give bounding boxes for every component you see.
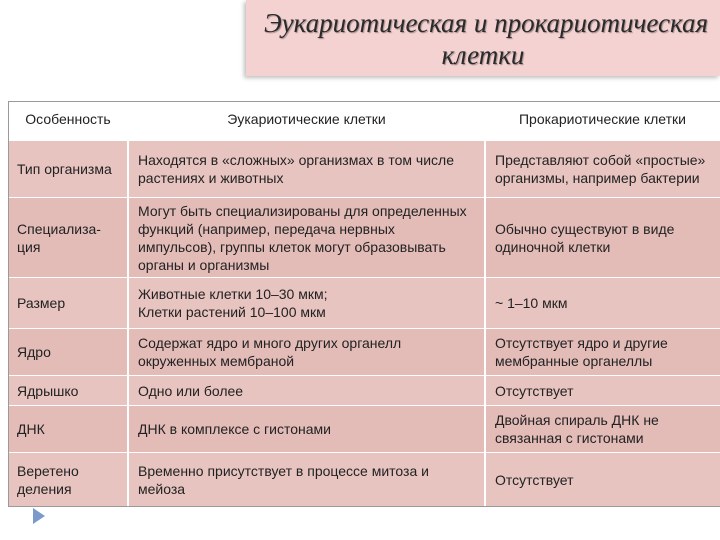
comparison-table	[8, 101, 720, 507]
play-triangle-icon[interactable]	[33, 508, 45, 524]
prokaryotic-cell: Представляют собой «простые» организмы, например бактерии	[485, 141, 720, 198]
feature-cell: Ядро	[8, 329, 128, 376]
column-header-feature: Особенность	[8, 101, 128, 141]
eukaryotic-cell: ДНК в комплексе с гистонами	[128, 406, 485, 453]
feature-cell: Тип организма	[8, 141, 128, 198]
prokaryotic-cell: Двойная спираль ДНК не связанная с гистонами	[485, 406, 720, 453]
eukaryotic-cell: Содержат ядро и много других органелл окруженных мембраной	[128, 329, 485, 376]
eukaryotic-cell: Животные клетки 10–30 мкм; Клетки растений 10–100 мкм	[128, 278, 485, 329]
eukaryotic-cell: Могут быть специализированы для определенных функций (например, передача нервных импульсов), группы клеток могут образовывать органы и организмы	[128, 198, 485, 278]
feature-cell: ДНК	[8, 406, 128, 453]
slide-title-line-1: Эукариотическая и прокариотическая	[263, 8, 709, 38]
prokaryotic-cell: Обычно существуют в виде одиночной клетки	[485, 198, 720, 278]
table-row	[8, 198, 720, 278]
header-row	[8, 101, 720, 141]
prokaryotic-cell: Отсутствует ядро и другие мембранные органеллы	[485, 329, 720, 376]
table-row	[8, 278, 720, 329]
prokaryotic-cell: Отсутствует	[485, 453, 720, 507]
slide-title	[246, 0, 720, 76]
table-row	[8, 141, 720, 198]
table-row	[8, 406, 720, 453]
eukaryotic-cell: Находятся в «сложных» организмах в том числе растениях и животных	[128, 141, 485, 198]
feature-cell: Размер	[8, 278, 128, 329]
feature-cell: Специализа-ция	[8, 198, 128, 278]
column-header-eukaryotic: Эукариотические клетки	[128, 101, 485, 141]
prokaryotic-cell: Отсутствует	[485, 376, 720, 406]
slide-title-line-2: клетки	[441, 40, 525, 70]
prokaryotic-cell: ~ 1–10 мкм	[485, 278, 720, 329]
table-row	[8, 453, 720, 507]
table-row	[8, 376, 720, 406]
column-header-prokaryotic: Прокариотические клетки	[485, 101, 720, 141]
table-row	[8, 329, 720, 376]
eukaryotic-cell: Одно или более	[128, 376, 485, 406]
feature-cell: Ядрышко	[8, 376, 128, 406]
eukaryotic-cell: Временно присутствует в процессе митоза и мейоза	[128, 453, 485, 507]
feature-cell: Веретено деления	[8, 453, 128, 507]
